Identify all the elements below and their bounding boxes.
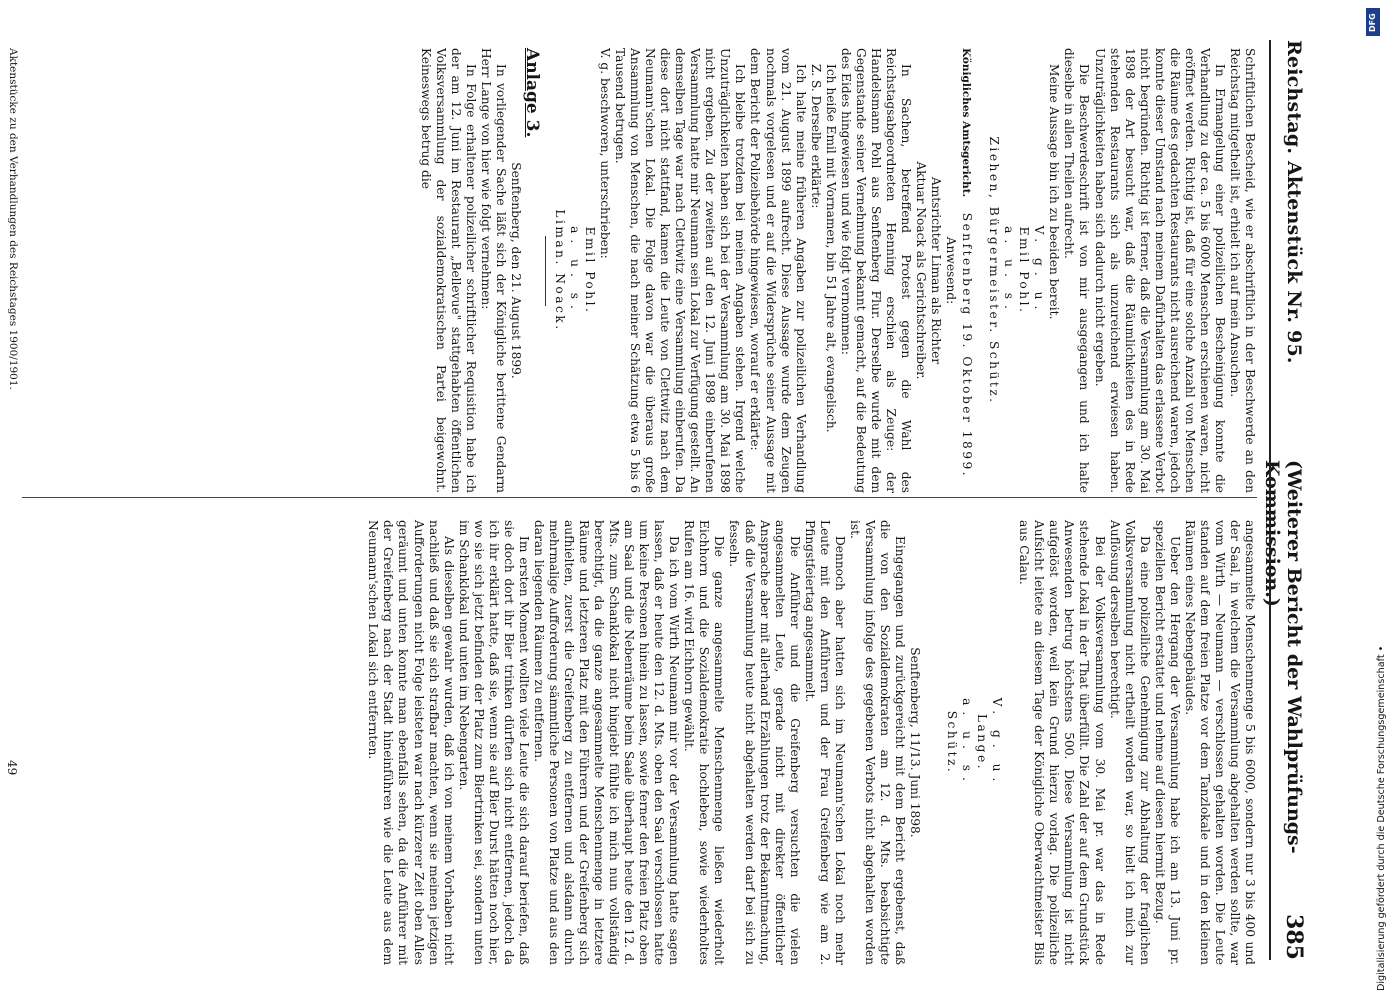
signature-line: V. g. beschworen, unterschrieben: xyxy=(598,48,613,259)
paragraph: Ich heiße Emil mit Vornamen, bin 51 Jahre alt, evangelisch. xyxy=(823,64,838,433)
paragraph: Dennoch aber hatten sich im Neumann'schen Lokal noch mehr Leute mit den Anführern und der Frau Greifenberg wie am 2. Pfingstfeiertag angesammelt. xyxy=(802,520,847,965)
paragraph: Eingegangen und zurückgereicht mit dem Bericht ergebenst, daß die von den Sozialdemokraten am 12. d. Mts. beabsichtigte Versammlung infolge des gegebenen Verbots nicht abgehalten worden ist. xyxy=(847,520,908,965)
paragraph: Meine Aussage bin ich zu beeiden bereit. xyxy=(1047,64,1062,320)
credit-text: Digitalisierung gefördert durch die Deutsche Forschungsgemeinschaft • xyxy=(1376,645,1387,991)
column-divider xyxy=(22,497,1257,498)
running-header xyxy=(1261,40,1313,960)
paragraph: Da ich vom Wirth Neumann mir vor der Versammlung hatte sagen lassen, daß er heute den 12. d. Mts. oben den Saal verschlossen hatte um keine Personen hinein zu lassen, sowie ferner den freien Platz oben am Saal und die Nebenräume beim Saale überhaupt heute den 12. d. Mts. zum Schanklokal nicht hingiebt fühlte ich mich nun vollständig berechtigt, da die ganze angesammelte Menschenmenge in letztere Räume und letzteren Platz mit den Führern und der Greifenberg sich aufhielten, zuerst die Greifenberg zu entfernen und alsdann durch mehrmalige Aufforderung sämmtliche Personen von Platze und aus den daran liegenden Räumen zu entfernen. xyxy=(531,520,682,965)
paragraph: Die Anführer und die Greifenberg versuchten die vielen angesammelten Leute, gerade nicht mit direkter öffentlicher Ansprache aber mit allerhand Erzählungen trotz der Bekanntmachung, daß die Versammlung heute nicht abgehalten werden darf bei sich zu fesseln. xyxy=(727,520,802,965)
paragraph: Z. S. Derselbe erklärte: xyxy=(808,64,823,209)
paragraph: angesammelte Menschenmenge 5 bis 6000, sondern nur 3 bis 400 und der Saal, in welchem die Versammlung abgehalten werden sollte, war vom Wirth — Neumann — verschlossen gehalten worden. Die Leute standen auf dem freien Platze vor dem Tanzlokale und in den kleinen Räumen eines Nebengebäudes. xyxy=(1182,520,1257,965)
header-title: Reichstag. Aktenstück Nr. 95. xyxy=(1283,40,1305,364)
header-page-number: 385 xyxy=(1281,914,1307,960)
paragraph: In Ermangelung einer polizeilichen Bescheinigung konnte die Verhandlung zu der ca. 5 bis 6000 Menschen erschienen waren, nicht eröffnet werden. Richtig ist, daß für eine solche Anzahl von Menschen die Räume des gedachten Restaurants nicht ausreichend waren, jedoch konnte dieser Umstand nach meinem Dafürhalten das erlassene Verbot nicht begründen. Richtig ist ferner, daß die Versammlung am 30. Mai 1898 der Art besucht war, daß die Räumlichkeiten des in Rede stehenden Restaurants sich als unzureichend erwiesen haben. Unzuträglichkeiten haben sich dadurch nicht ergeben. xyxy=(1092,48,1227,493)
signature-line: V. g. u. xyxy=(990,697,1005,788)
paragraph: Ich bleibe trotzdem bei meinen Angaben stehen. Irgend welche Unzuträglichkeiten haben sich bei der Versammlung am 30. Mai 1898 nicht ergeben. Zu der zweiten auf den 12. Juni 1898 einberufenen Versammlung hatte mir Neumann sein Lokal zur Verfügung gestellt. An demselben Tage war nach Clettwitz eine Versammlung einberufen. Da diese dort nicht stattfand, kamen die Leute von Clettwitz nach dem Neumann'schen Lokal. Die Folge davon war die überaus große Ansammlung von Menschen, die nach meiner Schätzung etwa 5 bis 6 Tausend betrugen. xyxy=(613,48,748,493)
paragraph: Schriftlichen Bescheid, wie er abschriftlich in der Beschwerde an den Reichstag mitgetheilt ist, erhielt ich auf mein Ansuchen. xyxy=(1227,48,1257,493)
signature-line: a. u. s. xyxy=(1002,226,1017,315)
paragraph: In vorliegender Sache läßt sich der Königliche berittene Gendarm Herr Lange von hier wie folgt vernehmen: xyxy=(478,48,508,493)
signature-name: Emil Pohl. xyxy=(1017,226,1032,315)
paragraph: Bei der Volksversammlung vom 30. Mai pr. war das in Rede stehende Lokal in der That überfüllt. Die Zahl der auf dem Grundstück Anwesenden betrug höchstens 500. Diese Versammlung ist nicht aufgelöst worden, weil kein Grund hierzu vorlag. Die polizeiliche Aufsicht leitete an diesem Tage der Königliche Oberwachtmeister Bils aus Calau. xyxy=(1017,520,1107,965)
dfg-logo xyxy=(1366,8,1380,36)
paragraph: In Folge erhaltener polizeilicher schriftlicher Requisition habe ich der am 12. Juni im Restaurant „Bellevue" stattgehabten öffentlichen Volksversammlung der sozialdemokratischen Partei beigewohnt. Keineswegs betrug die xyxy=(418,48,478,493)
signature-line: a. u. s. xyxy=(567,226,582,315)
present-judge: Amtsrichter Liman als Richter xyxy=(929,176,944,365)
court-label: Königliches Amtsgericht. xyxy=(960,48,973,198)
paragraph: Da eine polizeiliche Genehmigung zur Abhaltung der fraglichen Volksversammlung nicht ertheilt worden war, so hielt ich mich zur Auflösung derselben berechtigt. xyxy=(1107,520,1152,965)
signature-name: Ziehen, Bürgermeister. Schütz. xyxy=(987,136,1002,405)
court-date: Senftenberg 19. Oktober 1899. xyxy=(960,212,975,479)
digitization-credit xyxy=(1358,6,1387,996)
right-column xyxy=(365,520,1257,965)
header-subtitle: (Weiterer Bericht der Wahlprüfungs-Kommission.) xyxy=(1261,460,1305,854)
signature-name: Liman. Noack. xyxy=(552,209,567,332)
dfg-logo-text: DFG xyxy=(1368,13,1377,32)
footer-page-number: 49 xyxy=(5,760,19,776)
left-column xyxy=(417,48,1257,493)
signature-name: Emil Pohl. xyxy=(582,226,597,315)
header-rule xyxy=(1269,40,1271,960)
separator-rule xyxy=(545,236,546,306)
paragraph: Ueber den Hergang der Versammlung habe ich am 13. Juni pr. speziellen Bericht erstattet und nehme auf diesen hiermit Bezug. xyxy=(1152,520,1182,965)
appendix-heading: Anlage 3. xyxy=(521,48,542,138)
paragraph: Als dieselben gewahr wurden, daß ich von meinem Vorhaben nicht nachließ und daß sie sich strafbar machten, wenn sie meinen jetzigen Aufforderungen nicht Folge leisteten war nach kürzerer Zeit oben Alles geräumt und unten konnte man ebenfalls sehen, da die Anführer mit der Greifenberg nach der Stadt hineinführen wie die Leute aus dem Neumann'schen Lokal sich entfernten. xyxy=(366,520,456,965)
footer-note: Aktenstücke zu den Verhandlungen des Reichstages 1900/1901. xyxy=(7,48,19,390)
signature-line: V. g. u. xyxy=(1032,225,1047,316)
paragraph: Die ganze angesammelte Menschenmenge ließen wiederholt Eichhorn und die Sozialdemokratie hochleben, sowie wiederholtes Rufen am 16. wird Eichhorn gewählt. xyxy=(682,520,727,965)
paragraph: Ich halte meine früheren Angaben zur polizeilichen Verhandlung vom 21. August 1899 aufrecht. Diese Aussage wurde dem Zeugen nochmals vorgelesen und er auf die Widersprüche seiner Aussage mit dem Bericht der Polizeibehörde hingewiesen, worauf er erklärte: xyxy=(748,48,808,493)
appendix-date: Senftenberg, den 21. August 1899. xyxy=(508,162,523,379)
paragraph: In Sachen, betreffend Protest gegen die Wahl des Reichstagsabgeordneten Henning erschien als Zeuge: der Handelsmann Pohl aus Senftenberg Flur. Derselbe wurde mit dem Gegenstande seiner Vernehmung bekannt gemacht, auf die Bedeutung des Eides hingewiesen und wie folgt vernommen: xyxy=(838,48,913,493)
signature-name: Lange. xyxy=(975,713,990,772)
signature-line: a. u. s. xyxy=(960,698,975,787)
present-clerk: Aktuar Noack als Gerichtschreiber. xyxy=(914,161,929,380)
report-date: Senftenberg, 11/13. Juni 1898. xyxy=(908,647,923,838)
signature-name: Schütz. xyxy=(945,710,960,775)
paragraph: Die Beschwerdeschrift ist von mir ausgegangen und ich halte dieselbe in allen Theilen aufrecht. xyxy=(1062,48,1092,493)
paragraph: Im ersten Moment wollten viele Leute die sich darauf beriefen, daß sie doch dort ihr Bier trinken dürften sich nicht entfernen, jedoch da ich ihr erklärt hatte, daß sie, wenn sie auf Bier Durst hätten noch hier, wo sie sich jetzt befinden der Platz zum Biertrinken sei, sondern unten im Schanklokal und unten im Nebengarten. xyxy=(456,520,531,965)
present-label: Anwesend: xyxy=(944,236,959,305)
